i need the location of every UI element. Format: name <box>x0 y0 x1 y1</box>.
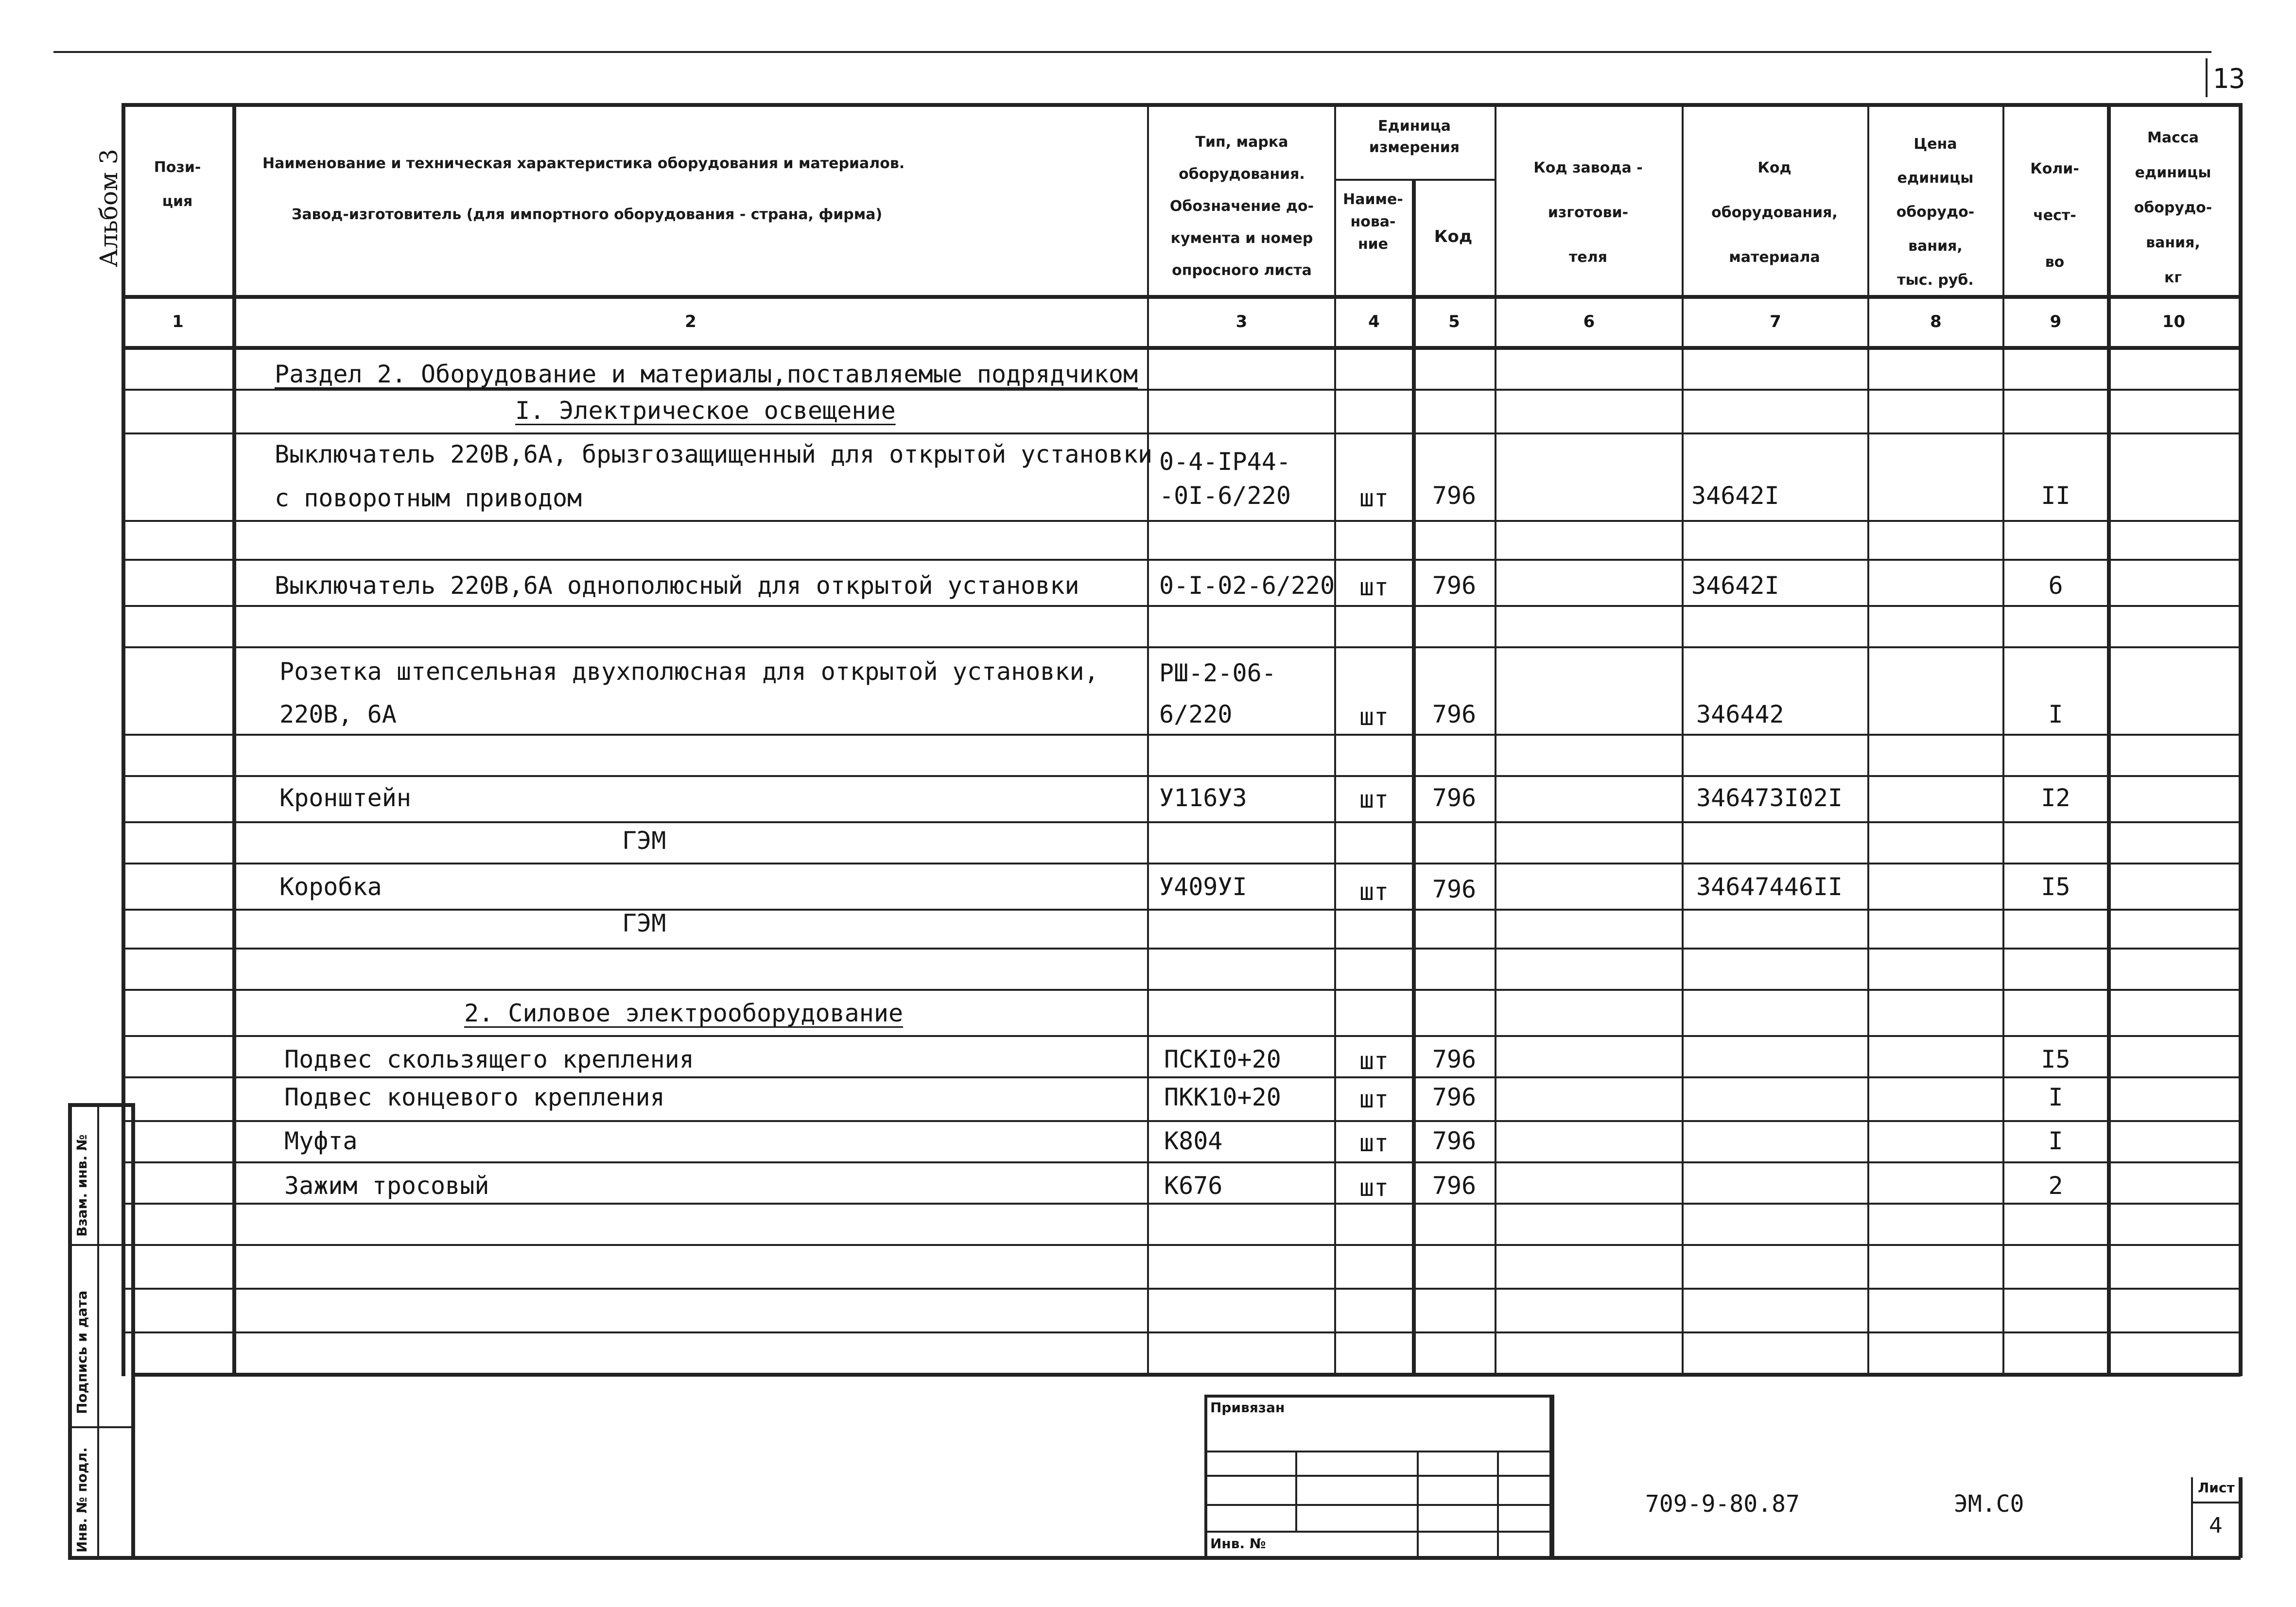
item-qty: I <box>2048 1127 2063 1155</box>
col-number: 5 <box>1448 312 1460 331</box>
row-line <box>122 559 2241 561</box>
bottom-frame <box>131 1556 2241 1560</box>
sheet-number: 4 <box>2209 1513 2223 1538</box>
stamp-line <box>1204 1531 1552 1533</box>
side-stamp-bottom <box>68 1556 133 1560</box>
item-name: Розетка штепсельная двухполюсная для открытой установки, <box>279 657 1099 686</box>
stamp-line <box>1204 1504 1552 1506</box>
row-line <box>122 1035 2241 1037</box>
subsection-title: I. Электрическое освещение <box>515 397 896 425</box>
side-stamp-sign-date: Подпись и дата <box>74 1290 90 1414</box>
col-number: 2 <box>685 312 696 331</box>
row-line <box>122 821 2241 823</box>
col-number: 4 <box>1368 312 1380 331</box>
item-equip-code: 346473I02I <box>1696 784 1843 812</box>
item-unit-code: 796 <box>1432 784 1477 812</box>
section-title: Раздел 2. Оборудование и материалы,поставляемые подрядчиком <box>275 360 1138 388</box>
stamp-inv-label: Инв. № <box>1210 1536 1266 1552</box>
item-unit: шт <box>1359 703 1389 731</box>
item-equip-code: 34642I <box>1691 571 1779 600</box>
item-qty: 6 <box>2048 571 2063 600</box>
col-number: 3 <box>1235 312 1248 331</box>
item-name: Выключатель 220В,6А, брызгозащищенный для открытой установки <box>275 440 1153 468</box>
row-line <box>122 948 2241 950</box>
header-price: Цена единицы оборудо- вания, тыс. руб. <box>1896 136 1975 289</box>
side-stamp-line <box>68 1244 133 1246</box>
item-equip-code: 346442 <box>1696 700 1784 728</box>
item-qty: I2 <box>2041 784 2070 812</box>
item-qty: I <box>2048 700 2063 728</box>
item-unit: шт <box>1359 1174 1389 1202</box>
row-line <box>122 1076 2241 1078</box>
vline-1 <box>232 103 236 1376</box>
row-line <box>122 1244 2241 1246</box>
item-equip-code: 34642I <box>1691 482 1779 510</box>
item-qty: I <box>2048 1083 2063 1111</box>
item-unit-code: 796 <box>1432 1127 1477 1155</box>
item-unit-code: 796 <box>1432 700 1477 728</box>
stamp-vline <box>1417 1451 1419 1557</box>
item-type: К676 <box>1164 1172 1223 1200</box>
header-unit: Единица измерения <box>1369 118 1460 156</box>
item-type: К804 <box>1164 1127 1223 1155</box>
item-qty: I5 <box>2041 873 2070 901</box>
corner-rule <box>2206 58 2208 97</box>
item-name: Кронштейн <box>279 784 411 812</box>
col-number: 9 <box>2050 312 2062 331</box>
item-unit: шт <box>1359 785 1389 813</box>
row-line <box>122 734 2241 736</box>
side-stamp-left <box>68 1103 72 1560</box>
stamp-vline <box>1497 1451 1499 1557</box>
item-type: 0-4-IP44- <box>1159 448 1291 476</box>
doc-number: 709-9-80.87 <box>1645 1490 1800 1518</box>
bottom-right <box>2239 1477 2243 1558</box>
side-stamp-right <box>131 1103 135 1560</box>
subsection-title: 2. Силовое электрооборудование <box>464 999 904 1027</box>
item-name: Подвес скользящего крепления <box>284 1045 694 1073</box>
album-label: Альбом 3 <box>95 149 123 267</box>
item-maker: ГЭМ <box>622 827 666 855</box>
item-name: Муфта <box>284 1127 358 1155</box>
top-rule <box>53 51 2211 53</box>
item-type: РШ-2-06- <box>1159 659 1276 687</box>
vline-7 <box>1867 103 1869 1376</box>
item-unit: шт <box>1359 878 1389 906</box>
side-stamp-inv-orig: Инв. № подл. <box>74 1447 90 1553</box>
doc-code: ЭМ.С0 <box>1954 1490 2024 1518</box>
item-unit-code: 796 <box>1432 1083 1477 1111</box>
item-unit-code: 796 <box>1432 482 1477 510</box>
item-type: 6/220 <box>1159 700 1233 728</box>
side-stamp-line <box>68 1426 133 1428</box>
item-name: Подвес концевого крепления <box>284 1083 665 1111</box>
stamp-vline <box>1295 1451 1297 1531</box>
row-line <box>122 432 2241 434</box>
item-qty: II <box>2041 482 2070 510</box>
item-unit: шт <box>1359 573 1389 601</box>
item-unit: шт <box>1359 484 1389 512</box>
sheet-box-line <box>2191 1502 2240 1503</box>
row-line <box>122 909 2241 911</box>
stamp-line <box>1204 1475 1552 1477</box>
table-bottom <box>131 1373 2241 1377</box>
header-name-line1: Наименование и техническая характеристика оборудования и материалов. <box>262 155 905 172</box>
item-name: с поворотным приводом <box>275 484 582 512</box>
vline-0 <box>122 103 125 1376</box>
item-type: ПКК10+20 <box>1164 1083 1281 1111</box>
side-stamp-top <box>68 1103 133 1107</box>
item-name: Зажим тросовый <box>284 1172 489 1200</box>
item-equip-code: 34647446II <box>1696 873 1843 901</box>
side-stamp-inv-no: Взам. инв. № <box>74 1134 90 1237</box>
stamp-line <box>1204 1451 1552 1452</box>
item-unit-code: 796 <box>1432 571 1477 600</box>
header-name-line2: Завод-изготовитель (для импортного оборудования - страна, фирма) <box>292 206 883 223</box>
item-unit-code: 796 <box>1432 1045 1477 1073</box>
stamp-bound-label: Привязан <box>1210 1400 1285 1416</box>
stamp-vline <box>1550 1395 1554 1558</box>
row-line <box>122 1288 2241 1290</box>
vline-6 <box>1682 103 1684 1376</box>
item-qty: 2 <box>2048 1172 2063 1200</box>
row-line <box>122 775 2241 777</box>
header-position: Пози- ция <box>154 159 201 210</box>
row-line <box>122 863 2241 864</box>
row-line <box>122 1331 2241 1333</box>
corner-mark: 13 <box>2212 63 2245 95</box>
header-qty: Коли- чест- во <box>2030 160 2079 271</box>
row-line <box>122 389 2241 391</box>
sheet-label: Лист <box>2198 1480 2235 1496</box>
numbers-bottom <box>122 346 2241 350</box>
row-line <box>122 1161 2241 1163</box>
item-unit-code: 796 <box>1432 875 1477 903</box>
item-type: -0I-6/220 <box>1159 482 1291 510</box>
vline-5 <box>1495 103 1496 1376</box>
item-unit-code: 796 <box>1432 1172 1477 1200</box>
item-name: Выключатель 220В,6А однополюсный для открытой установки <box>275 571 1079 600</box>
item-type: У409УI <box>1159 873 1247 901</box>
item-unit: шт <box>1359 1085 1389 1113</box>
row-line <box>122 520 2241 522</box>
row-line <box>122 989 2241 991</box>
header-unit-name: Наиме- нова- ние <box>1343 191 1403 253</box>
vline-10 <box>2239 103 2243 1376</box>
row-line <box>122 605 2241 607</box>
header-factory-code: Код завода - изготови- теля <box>1533 159 1643 266</box>
header-equip-code: Код оборудования, материала <box>1711 159 1838 266</box>
side-stamp-mid <box>97 1103 99 1560</box>
header-mass: Масса единицы оборудо- вания, кг <box>2134 129 2212 286</box>
col-number: 8 <box>1930 312 1942 331</box>
item-name: Коробка <box>279 873 382 901</box>
row-line <box>122 1120 2241 1122</box>
row-line <box>122 646 2241 648</box>
item-name: 220В, 6А <box>279 700 397 728</box>
item-maker: ГЭМ <box>622 909 666 937</box>
col-number: 6 <box>1583 312 1595 331</box>
col-number: 7 <box>1770 312 1781 331</box>
vline-2 <box>1147 103 1149 1376</box>
item-type: ПСКI0+20 <box>1164 1045 1281 1073</box>
col-number: 10 <box>2162 312 2186 331</box>
col-number: 1 <box>172 312 184 331</box>
item-qty: I5 <box>2041 1045 2070 1073</box>
row-line <box>122 1203 2241 1205</box>
item-unit: шт <box>1359 1047 1389 1075</box>
header-type: Тип, марка оборудования. Обозначение до- кумента и номер опросного листа <box>1169 134 1314 279</box>
header-unit-code: Код <box>1434 227 1473 246</box>
table-top <box>122 103 2241 107</box>
item-unit: шт <box>1359 1129 1389 1157</box>
unit-split <box>1334 179 1495 181</box>
item-type: У116У3 <box>1159 784 1247 812</box>
item-type: 0-I-02-6/220 <box>1159 571 1335 600</box>
